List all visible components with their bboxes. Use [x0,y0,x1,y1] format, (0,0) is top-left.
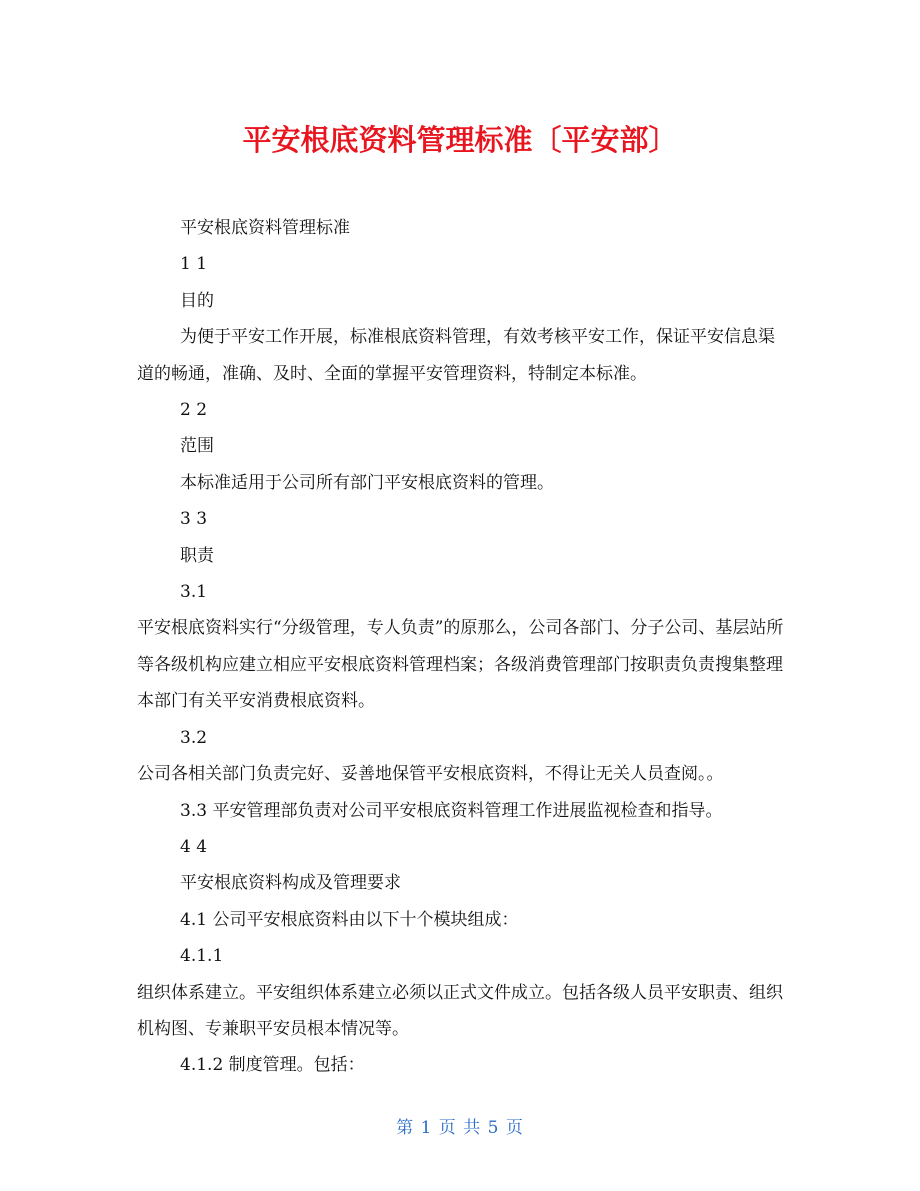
section-heading: 目的 [180,290,214,311]
paragraph: 为便于平安工作开展，标准根底资料管理，有效考核平安工作，保证平安信息渠道的畅通，准确、及时、全面的掌握平安管理资料，特制定本标准。 [137,327,775,384]
subsection-number: 3.2 [180,727,208,748]
subsection-number: 4.1.1 [180,946,224,967]
paragraph: 组织体系建立。平安组织体系建立必须以正式文件成立。包括各级人员平安职责、组织机构图、专兼职平安员根本情况等。 [137,982,783,1039]
section-heading: 平安根底资料构成及管理要求 [180,873,401,894]
section-heading: 范围 [180,436,214,457]
page-number-footer: 第 1 页 共 5 页 [396,1118,524,1138]
section-number: 4 4 [180,836,208,857]
paragraph-heading: 平安根底资料管理标准 [180,218,350,238]
document-title: 平安根底资料管理标准〔平安部〕 [242,123,678,157]
paragraph: 平安根底资料实行“分级管理，专人负责”的原那么，公司各部门、分子公司、基层站所等各级机构应建立相应平安根底资料管理档案；各级消费管理部门按职责负责搜集整理本部门有关平安消费根底资料。 [137,618,784,712]
paragraph: 公司各相关部门负责完好、妥善地保管平安根底资料，不得让无关人员查阅。。 [137,764,724,785]
section-number: 2 2 [180,400,208,421]
document-body [137,210,787,1084]
section-number: 3 3 [180,509,208,530]
paragraph: 4.1.2 制度管理。包括： [180,1055,365,1076]
subsection-number: 3.1 [180,582,208,603]
paragraph: 3.3 平安管理部负责对公司平安根底资料管理工作进展监视检查和指导。 [180,800,723,821]
section-heading: 职责 [180,545,214,566]
paragraph: 4.1 公司平安根底资料由以下十个模块组成： [180,909,519,930]
paragraph: 本标准适用于公司所有部门平安根底资料的管理。 [180,472,554,493]
section-number: 1 1 [180,254,208,275]
